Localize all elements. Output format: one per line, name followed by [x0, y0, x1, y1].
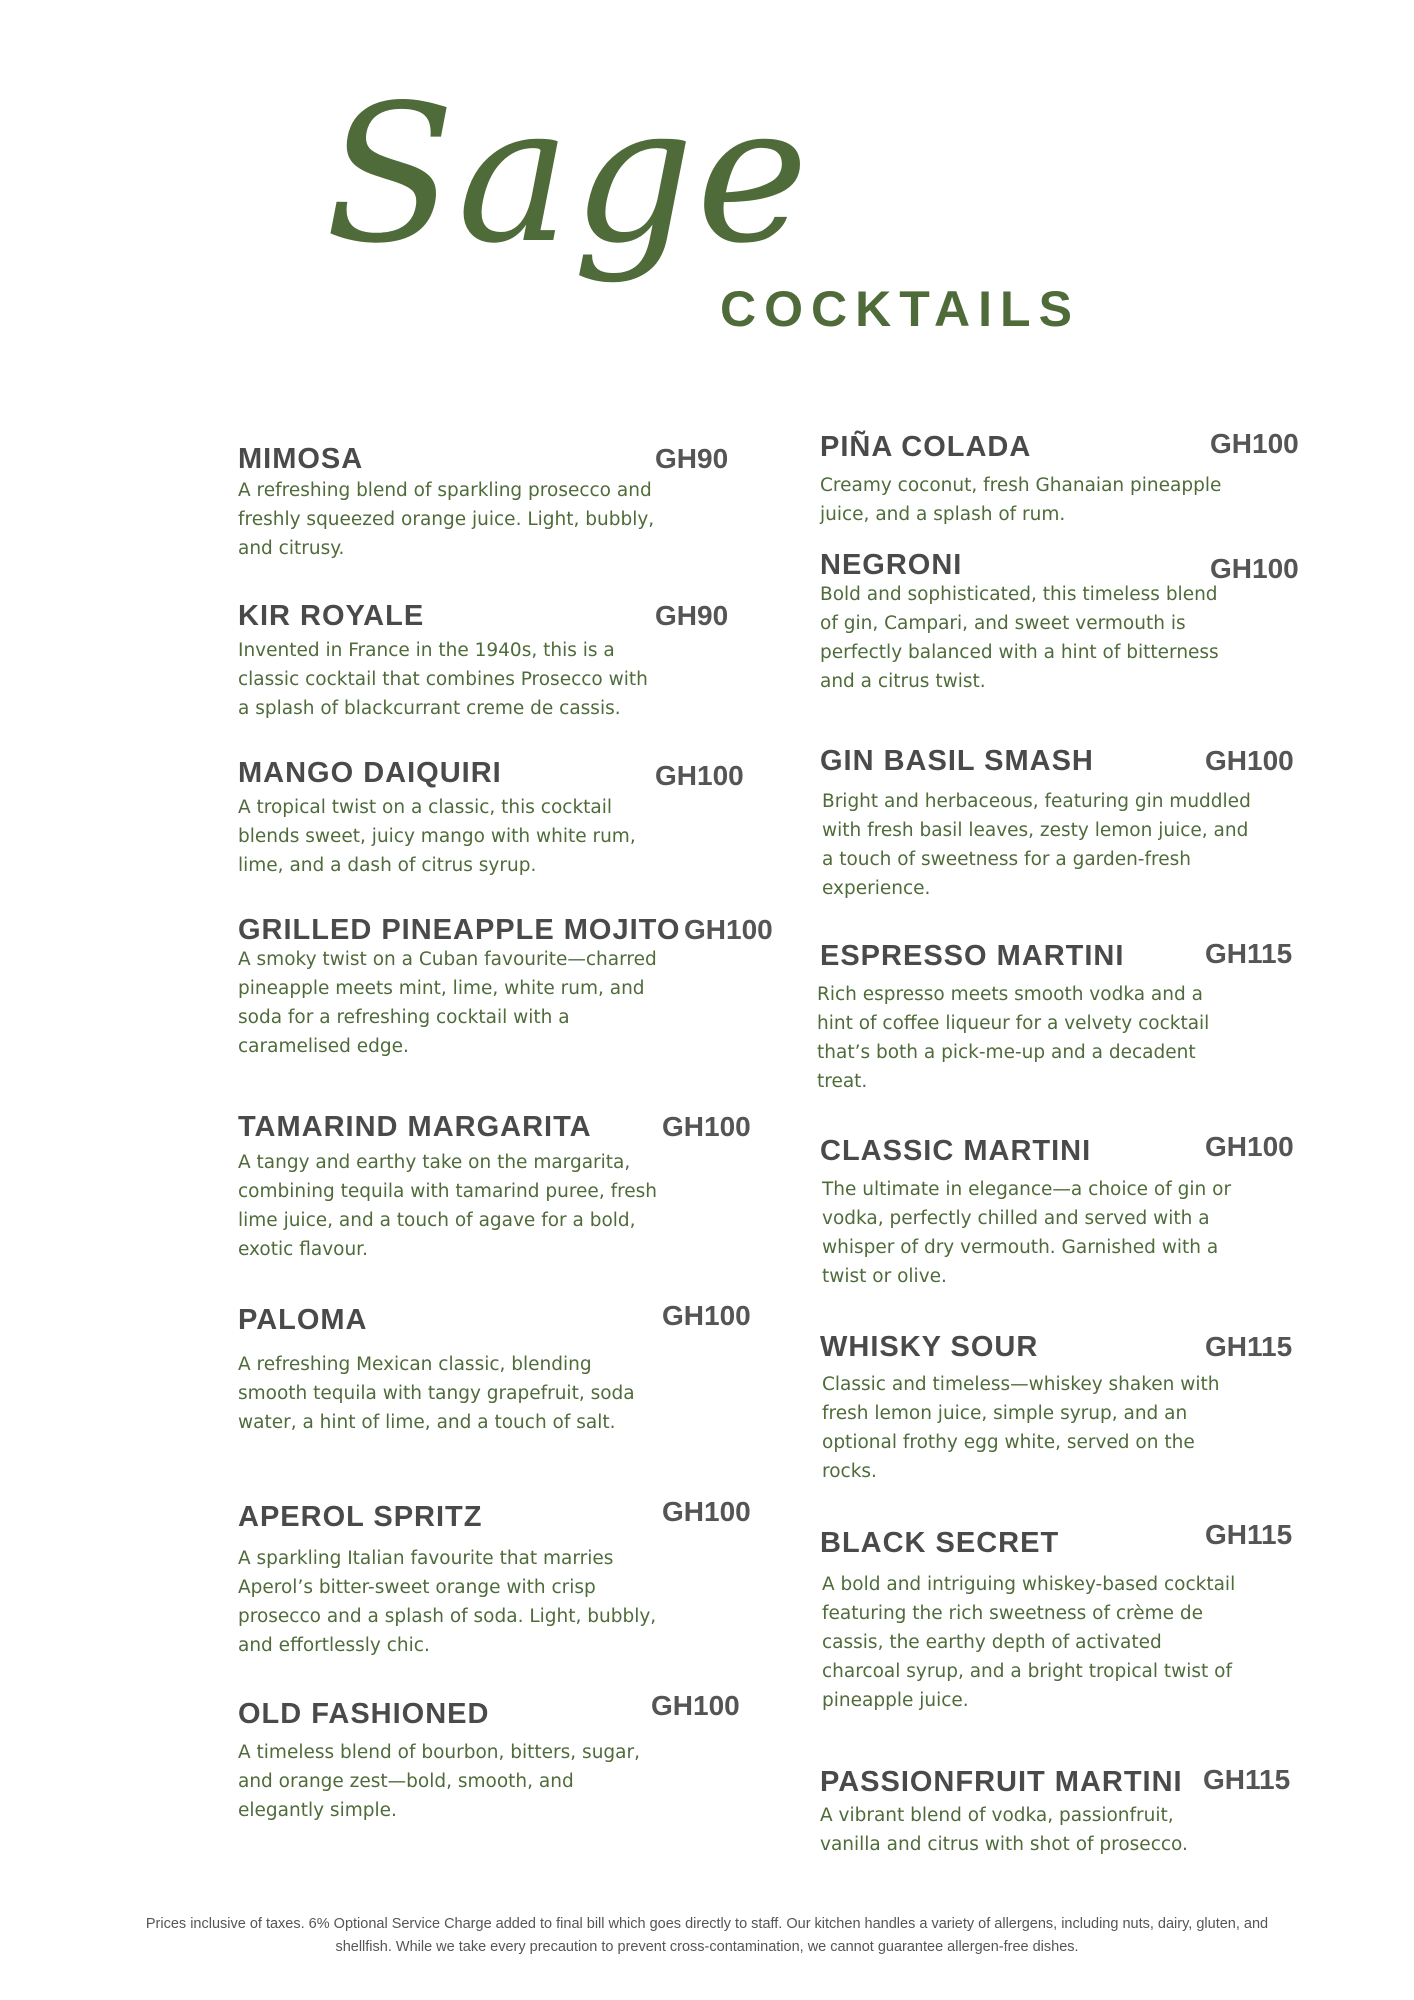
- item-description: A refreshing blend of sparkling prosecco and freshly squeezed orange juice. Light, bubbly, and citrusy.: [238, 480, 655, 559]
- item-name: MANGO DAIQUIRI: [238, 757, 502, 789]
- item-description: Classic and timeless—whiskey shaken with fresh lemon juice, simple syrup, and an optional frothy egg white, served on the rocks.: [822, 1374, 1220, 1482]
- item-name: APEROL SPRITZ: [238, 1501, 483, 1533]
- item-name: PALOMA: [238, 1304, 368, 1336]
- item-description: Invented in France in the 1940s, this is a classic cocktail that combines Prosecco with a splash of blackcurrant creme de cassis.: [238, 640, 648, 719]
- item-description: A vibrant blend of vodka, passionfruit, vanilla and citrus with shot of prosecco.: [820, 1805, 1188, 1855]
- item-price: GH100: [662, 1496, 751, 1527]
- item-price: GH100: [662, 1111, 751, 1142]
- item-description: Bold and sophisticated, this timeless blend of gin, Campari, and sweet vermouth is perfectly balanced with a hint of bitterness and a citrus twist.: [820, 584, 1219, 692]
- item-price: GH100: [662, 1300, 751, 1331]
- item-price: GH100: [1205, 745, 1294, 776]
- item-price: GH100: [684, 914, 773, 945]
- item-price: GH100: [655, 760, 744, 791]
- item-name: WHISKY SOUR: [820, 1331, 1039, 1363]
- item-name: KIR ROYALE: [238, 600, 425, 632]
- menu-footer-note: Prices inclusive of taxes. 6% Optional Service Charge added to final bill which goes directly to staff. Our kitchen handles a variety of allergens, including nuts, dairy, gluten, and shellfish. While we take every precaution to prevent cross-contamination, we cannot guarantee allergen-free dishes.: [145, 1916, 1269, 1955]
- item-name: NEGRONI: [820, 549, 963, 581]
- item-description: Creamy coconut, fresh Ghanaian pineapple juice, and a splash of rum.: [820, 475, 1222, 525]
- menu-subtitle: COCKTAILS: [720, 281, 1080, 337]
- item-price: GH100: [1210, 553, 1299, 584]
- item-name: CLASSIC MARTINI: [820, 1135, 1092, 1167]
- item-price: GH115: [1205, 1331, 1293, 1362]
- item-price: GH100: [1205, 1131, 1294, 1162]
- sage-logo: Sage: [325, 64, 811, 285]
- item-description: A refreshing Mexican classic, blending smooth tequila with tangy grapefruit, soda water, a hint of lime, and a touch of salt.: [238, 1354, 635, 1433]
- item-name: PIÑA COLADA: [820, 431, 1032, 463]
- item-price: GH100: [1210, 428, 1299, 459]
- item-name: OLD FASHIONED: [238, 1698, 490, 1730]
- item-description: A tropical twist on a classic, this cocktail blends sweet, juicy mango with white rum, lime, and a dash of citrus syrup.: [238, 797, 636, 876]
- item-description: The ultimate in elegance—a choice of gin or vodka, perfectly chilled and served with a whisper of dry vermouth. Garnished with a twist or olive.: [822, 1179, 1232, 1287]
- item-name: TAMARIND MARGARITA: [238, 1111, 592, 1143]
- item-price: GH115: [1203, 1764, 1291, 1795]
- item-price: GH115: [1205, 938, 1293, 969]
- item-description: Bright and herbaceous, featuring gin muddled with fresh basil leaves, zesty lemon juice, and a touch of sweetness for a garden-fresh experience.: [822, 791, 1251, 899]
- item-description: A tangy and earthy take on the margarita, combining tequila with tamarind puree, fresh lime juice, and a touch of agave for a bold, exotic flavour.: [238, 1152, 658, 1260]
- item-price: GH90: [655, 600, 729, 631]
- item-description: Rich espresso meets smooth vodka and a hint of coffee liqueur for a velvety cocktail that’s both a pick-me-up and a decadent treat.: [817, 984, 1210, 1092]
- item-name: BLACK SECRET: [820, 1527, 1060, 1559]
- item-name: PASSIONFRUIT MARTINI: [820, 1766, 1183, 1798]
- item-price: GH100: [651, 1690, 740, 1721]
- item-name: GRILLED PINEAPPLE MOJITO: [238, 914, 681, 946]
- item-price: GH115: [1205, 1519, 1293, 1550]
- item-description: A bold and intriguing whiskey-based cocktail featuring the rich sweetness of crème de cassis, the earthy depth of activated charcoal syrup, and a bright tropical twist of pineapple juice.: [822, 1574, 1236, 1711]
- item-name: MIMOSA: [238, 443, 364, 475]
- item-name: GIN BASIL SMASH: [820, 745, 1094, 777]
- item-description: A smoky twist on a Cuban favourite—charred pineapple meets mint, lime, white rum, and soda for a refreshing cocktail with a caramelised edge.: [238, 949, 657, 1057]
- item-name: ESPRESSO MARTINI: [820, 940, 1125, 972]
- item-description: A timeless blend of bourbon, bitters, sugar, and orange zest—bold, smooth, and elegantly simple.: [238, 1742, 640, 1821]
- item-description: A sparkling Italian favourite that marries Aperol’s bitter-sweet orange with crisp prosecco and a splash of soda. Light, bubbly, and effortlessly chic.: [238, 1548, 657, 1656]
- item-price: GH90: [655, 443, 729, 474]
